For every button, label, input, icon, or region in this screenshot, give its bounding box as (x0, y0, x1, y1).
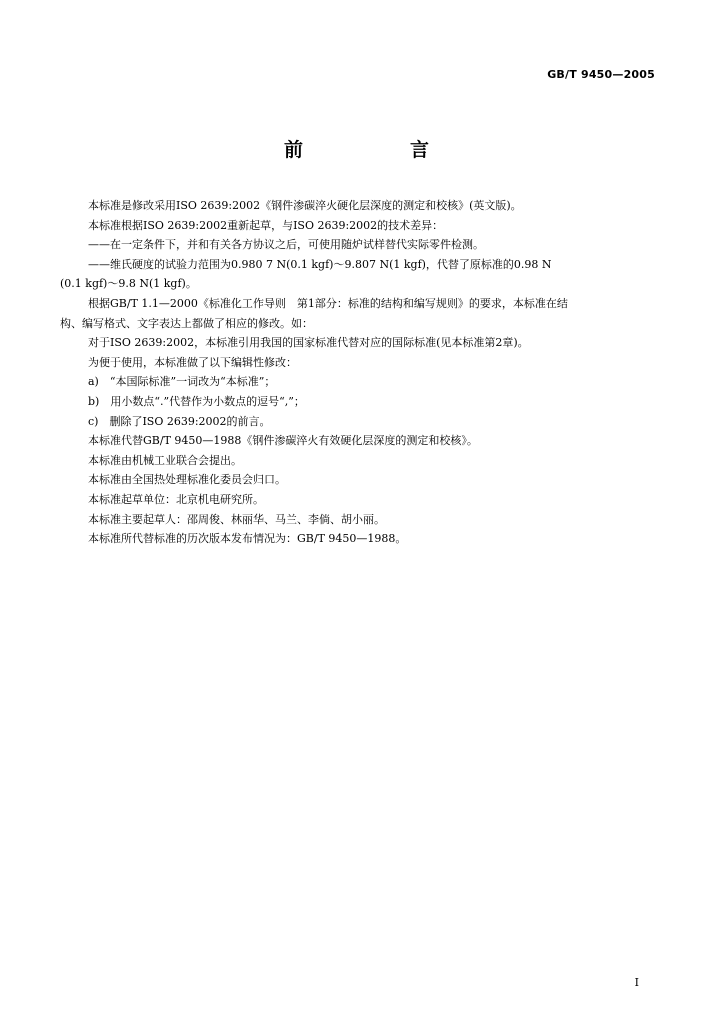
paragraph-line: 构、编写格式、文字表达上都做了相应的修改。如： (60, 316, 313, 330)
paragraph-line: 本标准由全国热处理标准化委员会归口。 (88, 473, 286, 487)
paragraph-line: 本标准根据ISO 2639:2002重新起草，与ISO 2639:2002的技术差异： (88, 218, 444, 232)
paragraph-line: 本标准起草单位：北京机电研究所。 (88, 493, 264, 506)
paragraph-line: ——在一定条件下，并和有关各方协议之后，可使用随炉试样替代实际零件检测。 (88, 238, 484, 252)
paragraph-line: (0.1 kgf)～9.8 N(1 kgf)。 (60, 277, 197, 291)
paragraph-line: 本标准代替GB/T 9450—1988《钢件渗碳淬火有效硬化层深度的测定和校核》。 (88, 434, 478, 448)
paragraph-line: ——维氏硬度的试验力范围为0.980 7 N(0.1 kgf)～9.807 N(1 kgf)，代替了原标准的0.98 N (88, 257, 552, 271)
paragraph-line: 根据GB/T 1.1—2000《标准化工作导则 第1部分：标准的结构和编写规则》的要求，本标准在结 (88, 297, 568, 310)
paragraph-line: 对于ISO 2639:2002，本标准引用我国的国家标准代替对应的国际标准(见本标准第2章)。 (88, 336, 529, 350)
paragraph-line: 为便于使用，本标准做了以下编辑性修改： (88, 355, 297, 369)
paragraph-line: 本标准所代替标准的历次版本发布情况为：GB/T 9450—1988。 (88, 532, 407, 546)
paragraph-line: 本标准是修改采用ISO 2639:2002《钢件渗碳淬火硬化层深度的测定和校核》(英文版)。 (88, 199, 522, 212)
list-item: c) 删除了ISO 2639:2002的前言。 (88, 414, 271, 428)
standard-code-header: GB/T 9450—2005 (547, 68, 655, 81)
list-item: b) 用小数点“.”代替作为小数点的逗号“,”； (88, 395, 305, 408)
paragraph-line: 本标准由机械工业联合会提出。 (88, 453, 242, 467)
list-item: a) “本国际标准”一词改为“本标准”； (88, 375, 276, 389)
page-number: I (634, 976, 639, 989)
page-title: 前 言 (283, 139, 473, 161)
paragraph-line: 本标准主要起草人：邵周俊、林丽华、马兰、李倘、胡小丽。 (88, 512, 385, 526)
